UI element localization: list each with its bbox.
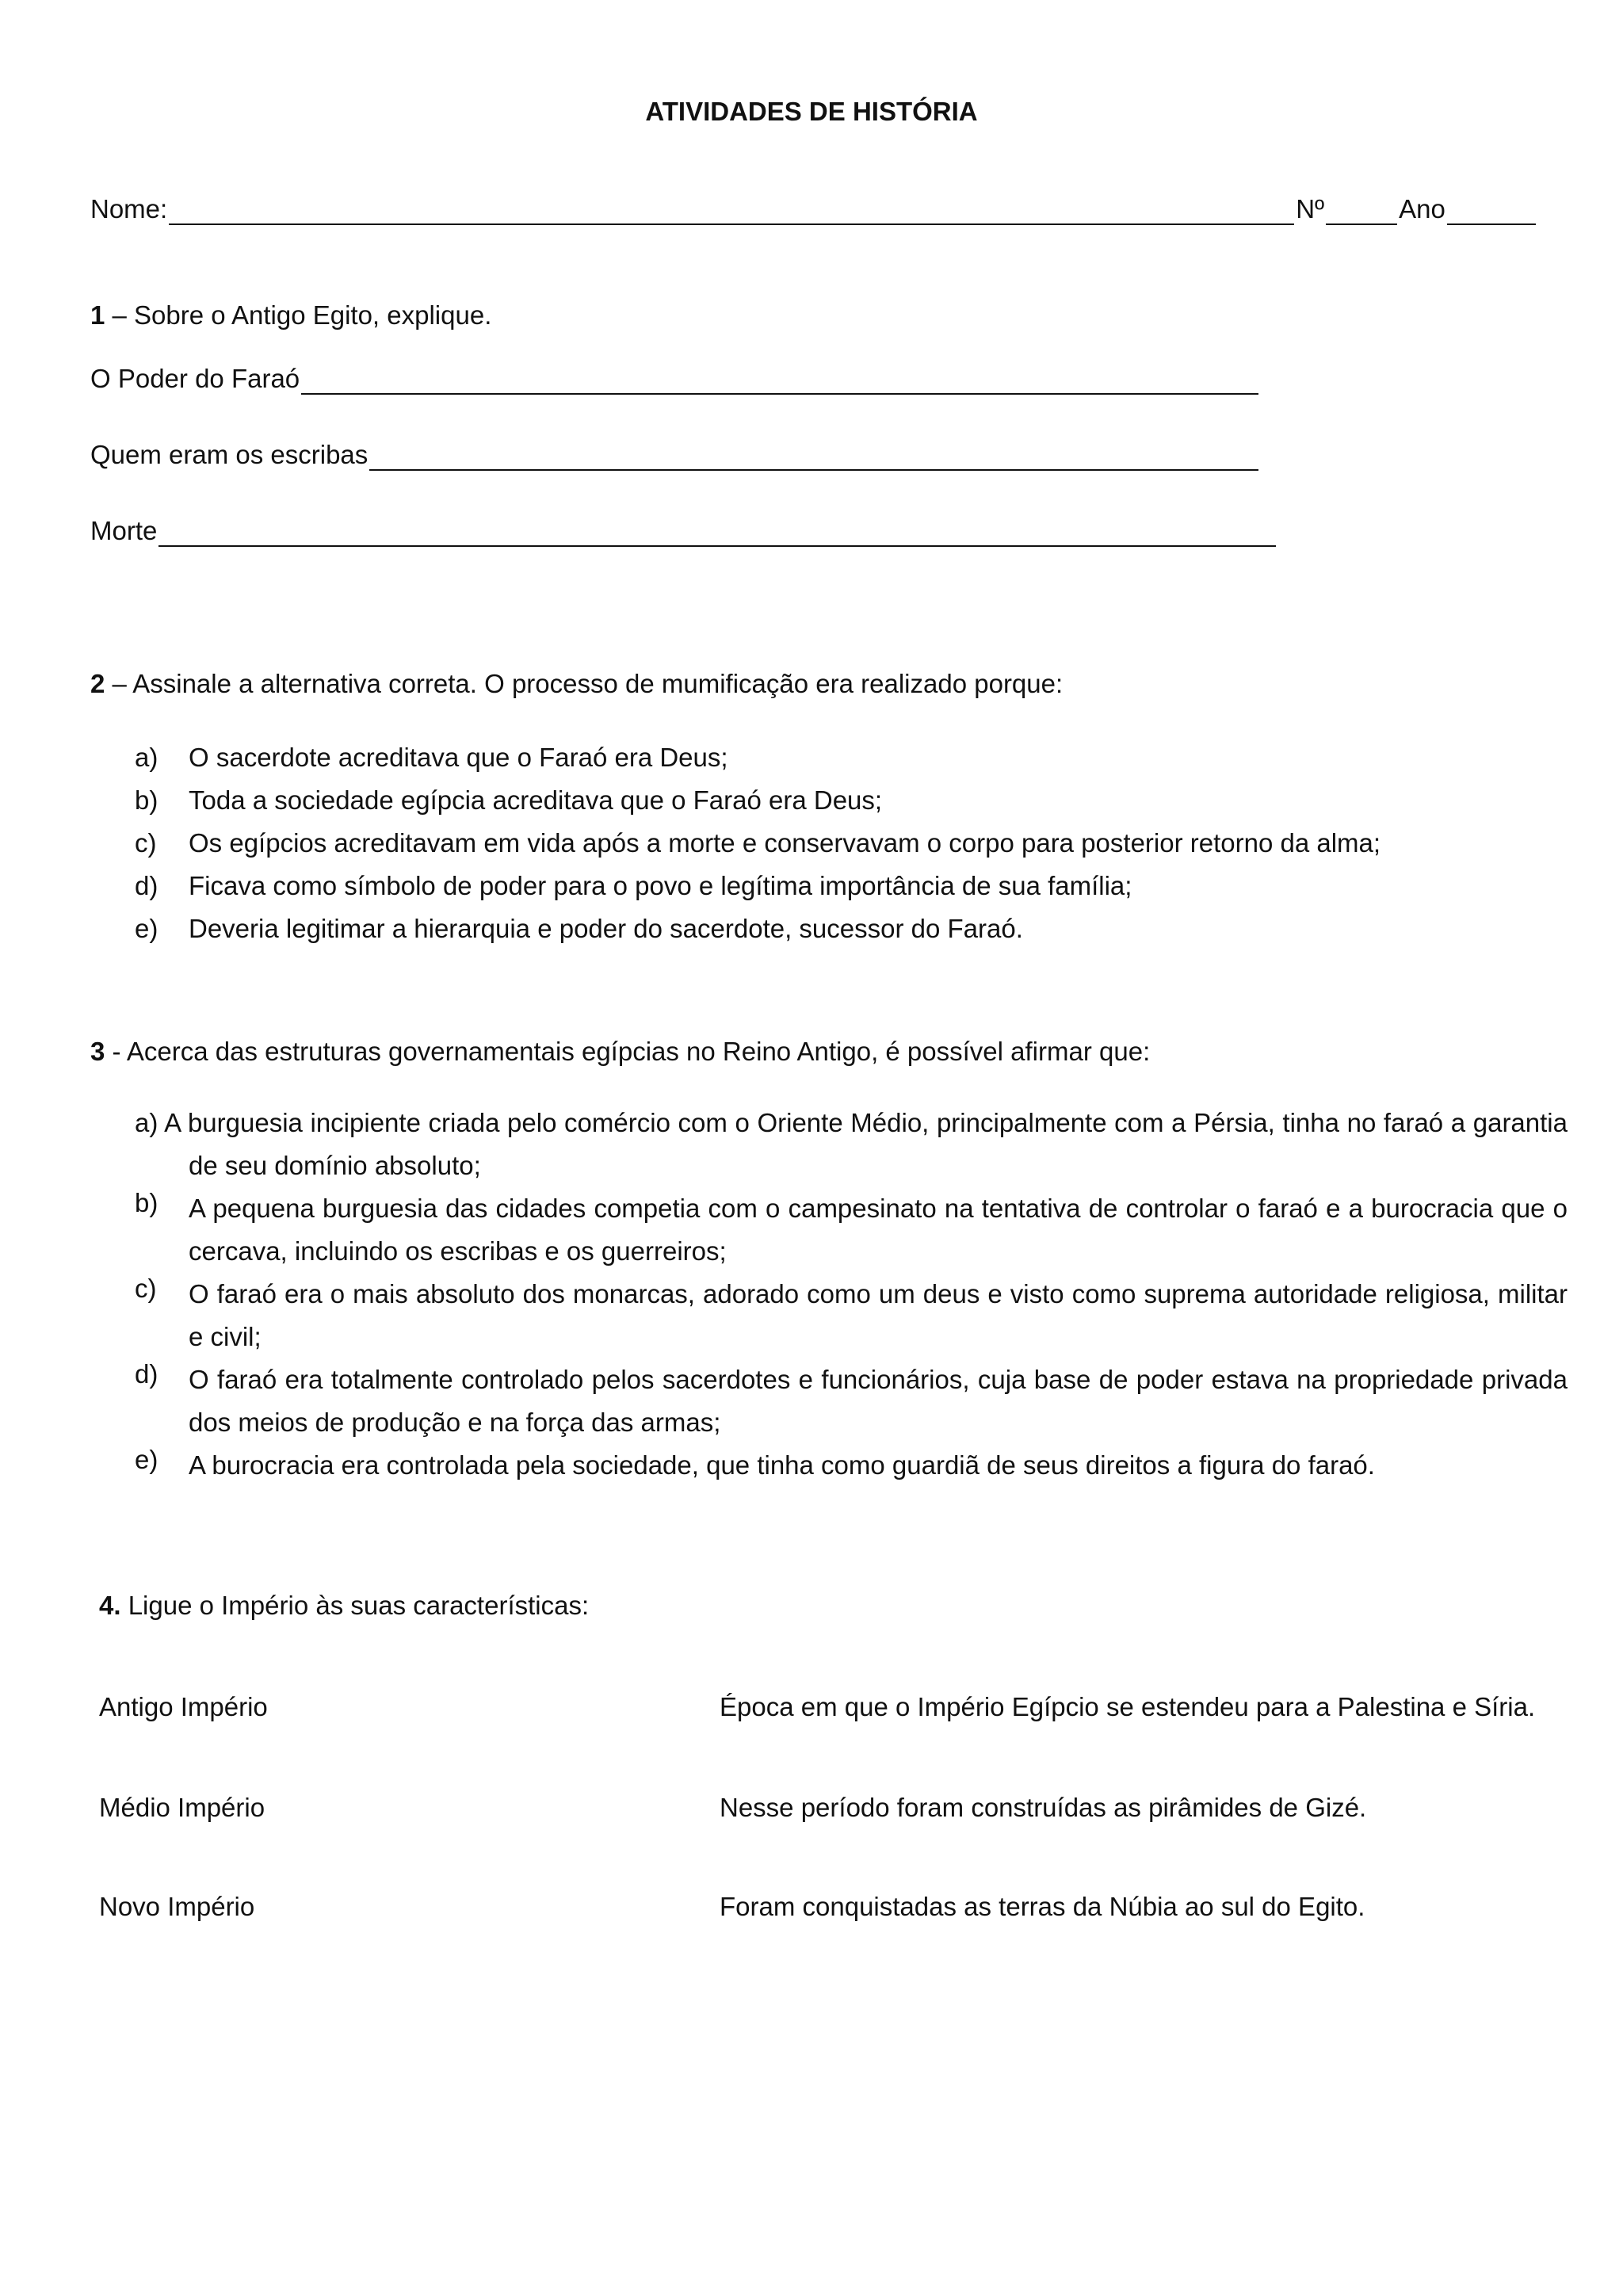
number-field[interactable] [1326, 200, 1397, 225]
number-label: Nº [1296, 194, 1325, 223]
question-2-option[interactable]: e) Deveria legitimar a hierarquia e poder do sacerdote, sucessor do Faraó. [135, 914, 1023, 943]
question-2-option[interactable]: a) O sacerdote acreditava que o Faraó era Deus; [135, 743, 728, 772]
question-1-line-death [90, 515, 1277, 547]
line-label: O Poder do Faraó [90, 364, 300, 393]
year-field[interactable] [1447, 200, 1536, 225]
match-left-item[interactable]: Médio Império [99, 1793, 265, 1822]
answer-field[interactable] [369, 445, 1258, 471]
line-label: Quem eram os escribas [90, 440, 369, 469]
question-2-option[interactable]: d) Ficava como símbolo de poder para o povo e legítima importância de sua família; [135, 871, 1132, 900]
page-title: ATIVIDADES DE HISTÓRIA [645, 97, 978, 126]
question-3-option[interactable]: d) O faraó era totalmente controlado pelos sacerdotes e funcionários, cuja base de poder estava na propriedade privada dos meios de produção e na força das armas; [135, 1359, 1568, 1437]
match-right-item[interactable]: Foram conquistadas as terras da Núbia ao sul do Egito. [720, 1892, 1365, 1921]
student-info-line [90, 193, 1549, 225]
question-2-option[interactable]: b) Toda a sociedade egípcia acreditava que o Faraó era Deus; [135, 785, 883, 815]
answer-field[interactable] [158, 521, 1276, 547]
match-right-item[interactable]: Nesse período foram construídas as pirâmides de Gizé. [720, 1793, 1367, 1822]
match-left-item[interactable]: Novo Império [99, 1892, 255, 1921]
year-label: Ano [1399, 194, 1445, 223]
question-3-option[interactable]: b) A pequena burguesia das cidades competia com o campesinato na tentativa de controlar o faraó e a burocracia que o cercava, incluindo os escribas e os guerreiros; [135, 1188, 1568, 1266]
answer-field[interactable] [301, 369, 1258, 395]
question-3-prompt: 3 - Acerca das estruturas governamentais egípcias no Reino Antigo, é possível afirmar que: [90, 1037, 1151, 1066]
question-2-option[interactable]: c) Os egípcios acreditavam em vida após a morte e conservavam o corpo para posterior retorno da alma; [135, 828, 1381, 858]
question-1-prompt: 1 – Sobre o Antigo Egito, explique. [90, 300, 492, 330]
question-3-option[interactable]: e) A burocracia era controlada pela sociedade, que tinha como guardiã de seus direitos a figura do faraó. [135, 1445, 1375, 1480]
question-4-prompt: 4. Ligue o Império às suas características: [99, 1591, 590, 1620]
name-field[interactable] [169, 200, 1294, 225]
question-3-option[interactable]: a) A burguesia incipiente criada pelo comércio com o Oriente Médio, principalmente com a Pérsia, tinha no faraó a garantia de seu domínio absoluto; [135, 1108, 1568, 1180]
line-label: Morte [90, 516, 158, 545]
match-right-item[interactable]: Época em que o Império Egípcio se estendeu para a Palestina e Síria. [720, 1692, 1536, 1721]
question-3-option[interactable]: c) O faraó era o mais absoluto dos monarcas, adorado como um deus e visto como suprema autoridade religiosa, militar e civil; [135, 1274, 1568, 1351]
question-1-line-scribes [90, 439, 1260, 471]
question-1-line-pharaoh [90, 363, 1260, 395]
question-2-prompt: 2 – Assinale a alternativa correta. O processo de mumificação era realizado porque: [90, 669, 1064, 698]
match-left-item[interactable]: Antigo Império [99, 1692, 268, 1721]
name-label: Nome: [90, 194, 168, 223]
